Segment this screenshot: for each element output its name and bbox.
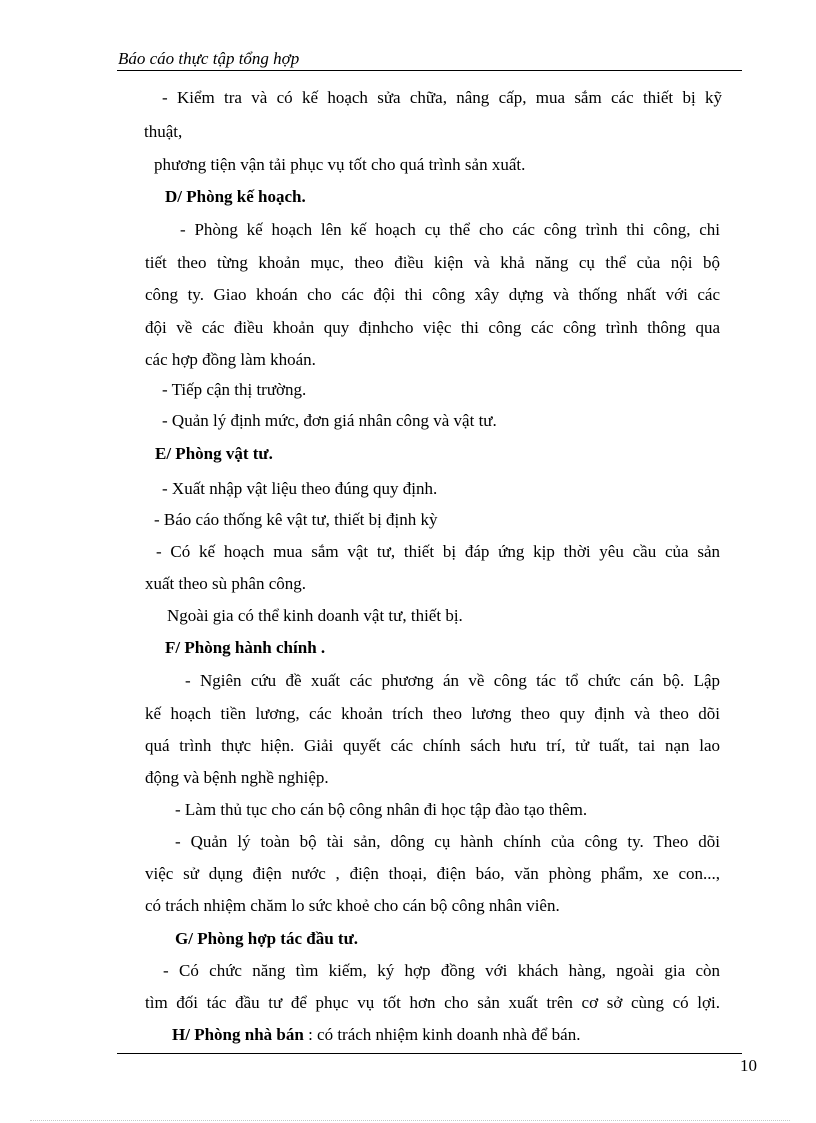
paragraph-line: xuất theo sù phân công.	[145, 574, 306, 593]
paragraph-line: - Có kế hoạch mua sắm vật tư, thiết bị đáp ứng kịp thời yêu cầu của sản	[156, 542, 720, 561]
footer-divider	[117, 1053, 742, 1054]
header-divider	[117, 70, 742, 71]
section-heading-h: H/ Phòng nhà bán	[172, 1025, 304, 1044]
paragraph-line: - Có chức năng tìm kiếm, ký hợp đồng với khách hàng, ngoài gia còn	[163, 961, 720, 980]
paragraph-line: - Kiểm tra và có kế hoạch sửa chữa, nâng cấp, mua sắm các thiết bị kỹ	[162, 88, 722, 107]
paragraph-line: Ngoài gia có thể kinh doanh vật tư, thiết bị.	[167, 606, 463, 625]
section-heading-f: F/ Phòng hành chính .	[165, 638, 326, 657]
paragraph-line: - Phòng kế hoạch lên kế hoạch cụ thể cho các công trình thi công, chi	[180, 220, 720, 239]
page-edge-dotted-line	[30, 1120, 790, 1121]
paragraph-line: có trách nhiệm chăm lo sức khoẻ cho cán bộ công nhân viên.	[145, 896, 560, 915]
paragraph-line: phương tiện vận tải phục vụ tốt cho quá trình sản xuất.	[154, 155, 526, 174]
paragraph-line: quá trình thực hiện. Giải quyết các chính sách hưu trí, tử tuất, tai nạn lao	[145, 736, 720, 755]
paragraph-line: thuật,	[144, 122, 183, 141]
paragraph-line: - Tiếp cận thị trường.	[162, 380, 307, 399]
paragraph-line: đội về các điều khoản quy địnhcho việc thi công các công trình thông qua	[145, 318, 720, 337]
paragraph-line: tìm đối tác đầu tư để phục vụ tốt hơn cho sản xuất trên cơ sở cùng có lợi.	[145, 993, 720, 1012]
paragraph-line: - Ngiên cứu đề xuất các phương án về công tác tổ chức cán bộ. Lập	[185, 671, 720, 690]
page-number: 10	[740, 1056, 757, 1075]
paragraph-line: - Báo cáo thống kê vật tư, thiết bị định kỳ	[154, 510, 438, 529]
paragraph-line: - Xuất nhập vật liệu theo đúng quy định.	[162, 479, 438, 498]
paragraph-line: tiết theo từng khoản mục, theo điều kiện và khả năng cụ thể của nội bộ	[145, 253, 720, 272]
running-header: Báo cáo thực tập tổng hợp	[118, 49, 300, 68]
section-h-text: : có trách nhiệm kinh doanh nhà để bán.	[303, 1025, 581, 1044]
paragraph-line: - Làm thủ tục cho cán bộ công nhân đi học tập đào tạo thêm.	[175, 800, 588, 819]
paragraph-line: động và bệnh nghề nghiệp.	[145, 768, 329, 787]
paragraph-line: kế hoạch tiền lương, các khoản trích theo lương theo quy định và theo dõi	[145, 704, 720, 723]
paragraph-line: các hợp đồng làm khoán.	[145, 350, 316, 369]
paragraph-line: - Quản lý định mức, đơn giá nhân công và vật tư.	[162, 411, 497, 430]
section-heading-d: D/ Phòng kế hoạch.	[165, 187, 306, 206]
paragraph-line: - Quản lý toàn bộ tài sản, dông cụ hành chính của công ty. Theo dõi	[175, 832, 720, 851]
paragraph-line: công ty. Giao khoán cho các đội thi công xây dựng và thống nhất với các	[145, 285, 720, 304]
paragraph-line: việc sử dụng điện nước , điện thoại, điện báo, văn phòng phẩm, xe con...,	[145, 864, 720, 883]
section-h-line	[172, 1025, 580, 1045]
section-heading-g: G/ Phòng hợp tác đầu tư.	[175, 929, 359, 948]
section-heading-e: E/ Phòng vật tư.	[155, 444, 273, 463]
